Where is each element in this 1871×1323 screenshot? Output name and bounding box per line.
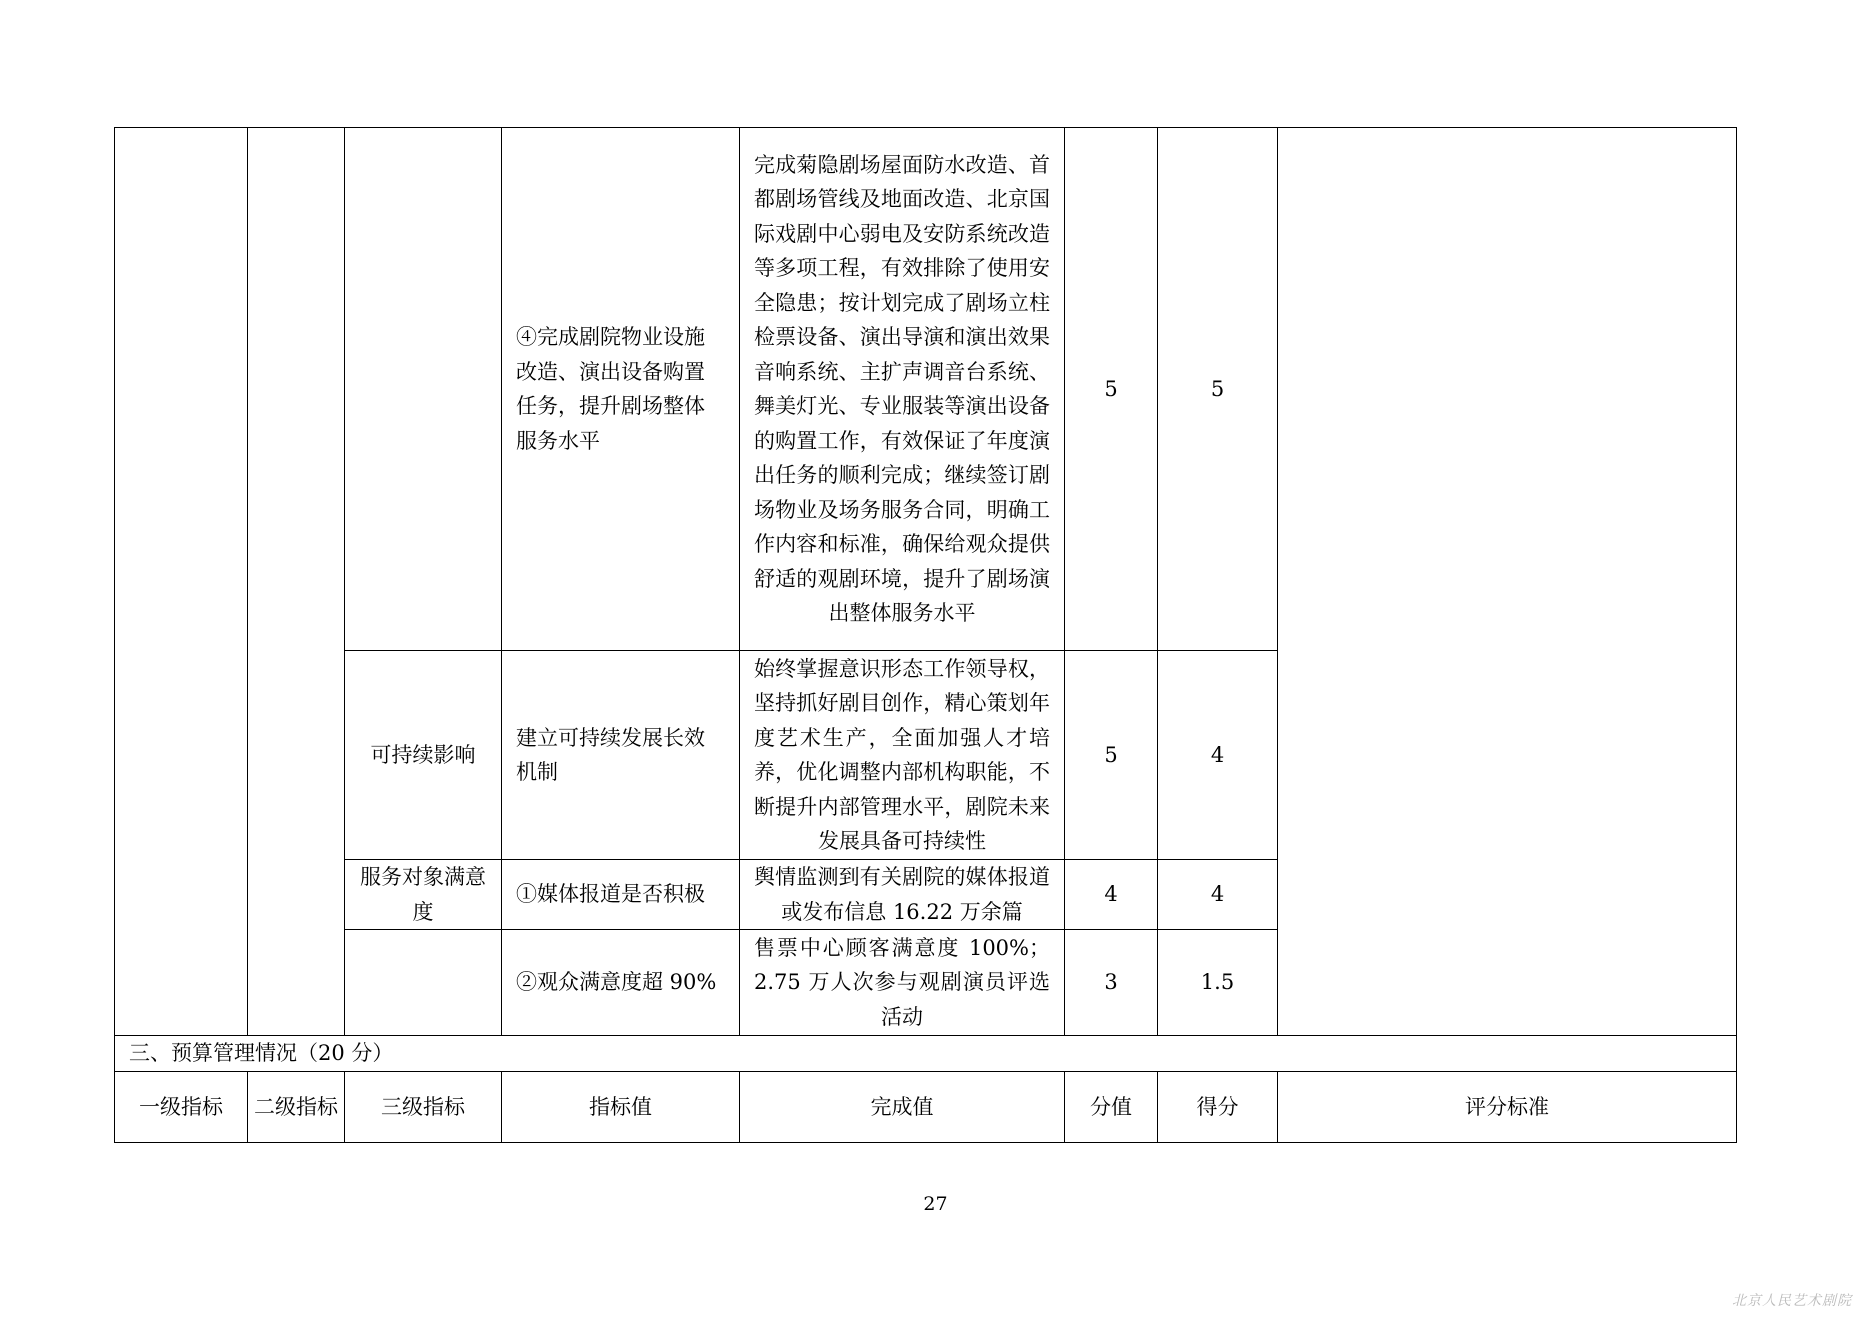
table-row xyxy=(115,1036,1737,1072)
indicator-value-cell: ②观众满意度超 90% xyxy=(502,930,740,1036)
table-header-row xyxy=(115,1071,1737,1142)
completion-value-cell: 售票中心顾客满意度 100%；2.75 万人次参与观剧演员评选活动 xyxy=(740,930,1065,1036)
performance-evaluation-table xyxy=(114,127,1737,1143)
points-cell: 3 xyxy=(1065,930,1158,1036)
header-points: 分值 xyxy=(1065,1071,1158,1142)
scoring-criteria-cell xyxy=(1278,128,1737,1036)
level3-indicator-cell: 服务对象满意度 xyxy=(345,860,502,930)
completion-value-cell: 始终掌握意识形态工作领导权，坚持抓好剧目创作，精心策划年度艺术生产，全面加强人才培养，优化调整内部机构职能，不断提升内部管理水平，剧院未来发展具备可持续性 xyxy=(740,651,1065,860)
points-cell: 4 xyxy=(1065,860,1158,930)
header-score: 得分 xyxy=(1158,1071,1278,1142)
indicator-value-cell: ④完成剧院物业设施改造、演出设备购置任务，提升剧场整体服务水平 xyxy=(502,128,740,651)
level1-indicator-cell xyxy=(115,128,248,1036)
indicator-value-cell: 建立可持续发展长效机制 xyxy=(502,651,740,860)
indicator-value-cell: ①媒体报道是否积极 xyxy=(502,860,740,930)
points-cell: 5 xyxy=(1065,128,1158,651)
level3-indicator-cell xyxy=(345,930,502,1036)
points-cell: 5 xyxy=(1065,651,1158,860)
header-completion-value: 完成值 xyxy=(740,1071,1065,1142)
page-number: 27 xyxy=(923,1193,948,1215)
section-title: 三、预算管理情况（20 分） xyxy=(115,1036,1737,1072)
score-cell: 5 xyxy=(1158,128,1278,651)
level3-indicator-cell xyxy=(345,128,502,651)
table-row xyxy=(115,128,1737,651)
header-level3: 三级指标 xyxy=(345,1071,502,1142)
watermark-logo: 北京人民艺术剧院 xyxy=(1732,1293,1852,1309)
report-table-container xyxy=(114,127,1736,1143)
header-level2: 二级指标 xyxy=(248,1071,345,1142)
level2-indicator-cell xyxy=(248,128,345,1036)
level3-indicator-cell: 可持续影响 xyxy=(345,651,502,860)
score-cell: 4 xyxy=(1158,860,1278,930)
score-cell: 4 xyxy=(1158,651,1278,860)
header-level1: 一级指标 xyxy=(115,1071,248,1142)
header-scoring-criteria: 评分标准 xyxy=(1278,1071,1737,1142)
header-indicator-value: 指标值 xyxy=(502,1071,740,1142)
score-cell: 1.5 xyxy=(1158,930,1278,1036)
completion-value-cell: 完成菊隐剧场屋面防水改造、首都剧场管线及地面改造、北京国际戏剧中心弱电及安防系统改造等多项工程，有效排除了使用安全隐患；按计划完成了剧场立柱检票设备、演出导演和演出效果音响系统、主扩声调音台系统、舞美灯光、专业服装等演出设备的购置工作，有效保证了年度演出任务的顺利完成；继续签订剧场物业及场务服务合同，明确工作内容和标准，确保给观众提供舒适的观剧环境，提升了剧场演出整体服务水平 xyxy=(740,128,1065,651)
completion-value-cell: 舆情监测到有关剧院的媒体报道或发布信息 16.22 万余篇 xyxy=(740,860,1065,930)
